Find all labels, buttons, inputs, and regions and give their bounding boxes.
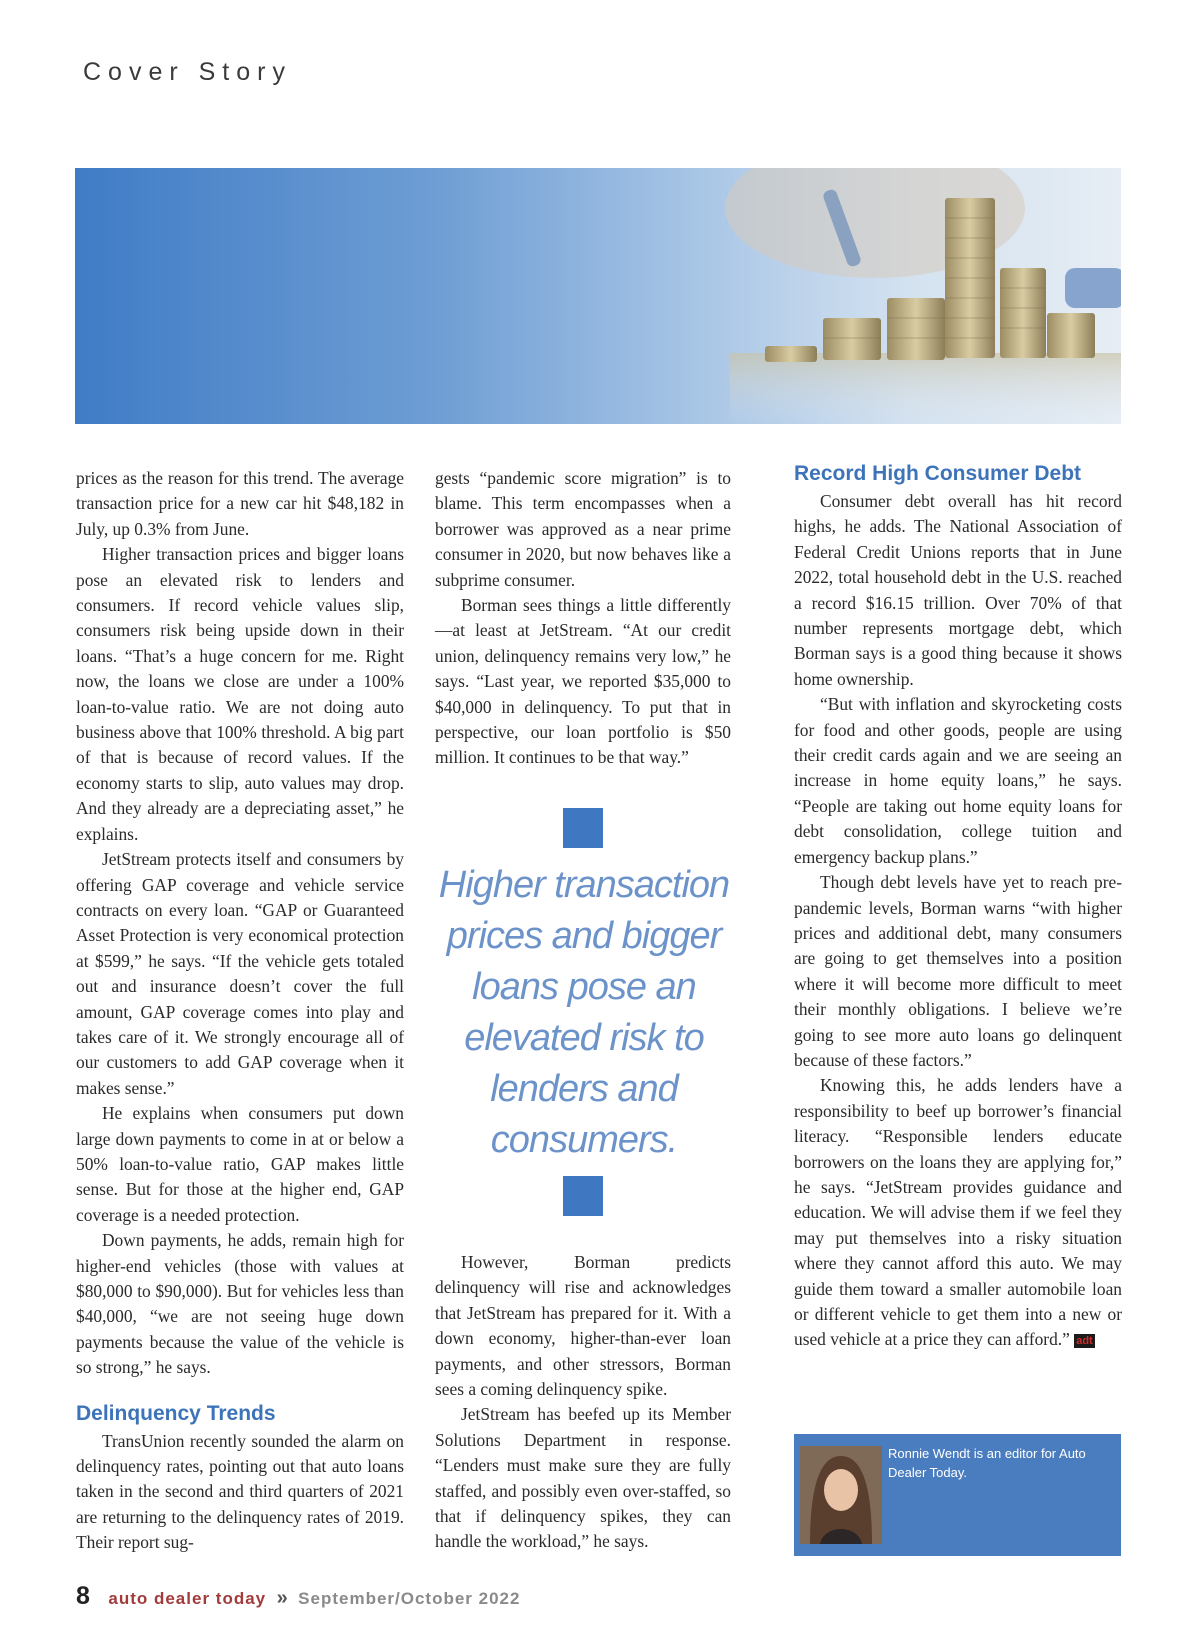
paragraph: gests “pandemic score migration” is to blame. This term encompasses when a borrower was approved as a near prime consumer in 2020, but now behaves like a subprime consumer. — [435, 468, 731, 590]
author-portrait-illustration — [800, 1446, 882, 1544]
page-footer — [76, 1582, 520, 1611]
coins-photo-illustration — [75, 168, 1121, 424]
paragraph: Down payments, he adds, remain high for higher-end vehicles (those with values at $80,000 to $90,000). But for vehicles less than $40,000, “we are not seeing huge down payments because the value of the vehicle is so strong,” he says. — [76, 1230, 404, 1378]
paragraph: Higher transaction prices and bigger loans pose an elevated risk to lenders and consumers. If record vehicle values slip, consumers risk being upside down in their loans. “That’s a huge concern for me. Right now, the loans we close are under a 100% loan-to-value ratio. We are not doing auto business above that 100% threshold. A big part of that is because of record values. If the economy starts to slip, auto values may drop. And they already are a depreciating asset,” he explains. — [76, 544, 404, 844]
paragraph: “But with inflation and skyrocketing costs for food and other goods, people are using their credit cards again and we are seeing an increase in home equity loans,” he says. “People are taking out home equity loans for debt consolidation, college tuition and emergency backup plans.” — [794, 694, 1122, 867]
paragraph-text: Knowing this, he adds lenders have a responsibility to beef up borrower’s financial literacy. “Responsible lenders educate borrowers on the loans they are applying for,” he says. “JetStream provides guidance and education. We will advise them if we feel they may put themselves into a risky situation where they cannot afford this auto. We may guide them toward a smaller automobile loan or different vehicle to get them into a new or used vehicle at a price they can afford.” — [794, 1075, 1122, 1350]
end-mark-logo: adt — [1076, 1335, 1093, 1348]
author-bio-text: Ronnie Wendt is an editor for Auto Dealer Today. — [888, 1446, 1086, 1480]
article-column-2-continued — [435, 1250, 731, 1555]
issue-date: September/October 2022 — [298, 1589, 521, 1608]
paragraph: Consumer debt overall has hit record highs, he adds. The National Association of Federal Credit Unions reports that in June 2022, total household debt in the U.S. reached a record $16.15 trillion. Over 70% of that number represents mortgage debt, which Borman says is a good thing because it shows home ownership. — [794, 491, 1122, 689]
paragraph: Borman sees things a little differently—at least at JetStream. “At our credit union, delinquency remains very low,” he says. “Last year, we reported $35,000 to $40,000 in delinquency. To put that in perspective, our loan portfolio is $50 million. It continues to be that way.” — [435, 595, 731, 768]
section-heading: Delinquency Trends — [76, 1401, 276, 1425]
paragraph: JetStream protects itself and consumers by offering GAP coverage and vehicle service contracts on every loan. “GAP or Guaranteed Asset Protection is very economical protection at $599,” he says. “If the vehicle gets totaled out and insurance doesn’t cover the full amount, GAP coverage comes into play and takes care of it. We strongly encourage all of our customers to add GAP coverage when it makes sense.” — [76, 849, 404, 1098]
footer-separator: » — [276, 1587, 288, 1609]
pullquote-square-bottom — [563, 1176, 603, 1216]
author-photo — [800, 1446, 882, 1544]
page-number: 8 — [76, 1582, 90, 1610]
article-column-3 — [794, 462, 1122, 1353]
paragraph: He explains when consumers put down large down payments to come in at or below a 50% loan-to-value ratio, GAP makes little sense. But for those at the higher end, GAP coverage is a needed protection. — [76, 1103, 404, 1225]
hero-image — [75, 168, 1121, 424]
article-column-1 — [76, 466, 404, 1556]
pullquote-square-top — [563, 808, 603, 848]
paragraph: prices as the reason for this trend. The average transaction price for a new car hit $48,182 in July, up 0.3% from June. — [76, 468, 404, 539]
paragraph: JetStream has beefed up its Member Solutions Department in response. “Lenders must make sure they are fully staffed, and possibly even over-staffed, so that if delinquency spikes, they can handle the workload,” he says. — [435, 1404, 731, 1552]
article-column-2 — [435, 466, 731, 771]
magazine-name: auto dealer today — [108, 1589, 267, 1608]
paragraph: Though debt levels have yet to reach pre-pandemic levels, Borman warns “with higher prices and additional debt, many consumers are going to get themselves into a position where it will become more difficult to meet their monthly obligations. I believe we’re going to see more auto loans go delinquent because of these factors.” — [794, 872, 1122, 1070]
paragraph: However, Borman predicts delinquency will rise and acknowledges that JetStream has prepared for it. With a down economy, higher-than-ever loan payments, and other stressors, Borman sees a coming delinquency spike. — [435, 1252, 731, 1400]
section-heading: Record High Consumer Debt — [794, 462, 1082, 485]
author-bio-box — [794, 1434, 1121, 1556]
paragraph: TransUnion recently sounded the alarm on delinquency rates, pointing out that auto loans taken in the second and third quarters of 2021 are returning to the delinquency rates of 2019. Their report sug- — [76, 1430, 404, 1553]
section-label: Cover Story — [83, 58, 292, 86]
paragraph — [794, 1073, 1122, 1352]
pullquote: Higher transaction prices and bigger loans pose an elevated risk to lenders and consumers. — [438, 864, 730, 1161]
